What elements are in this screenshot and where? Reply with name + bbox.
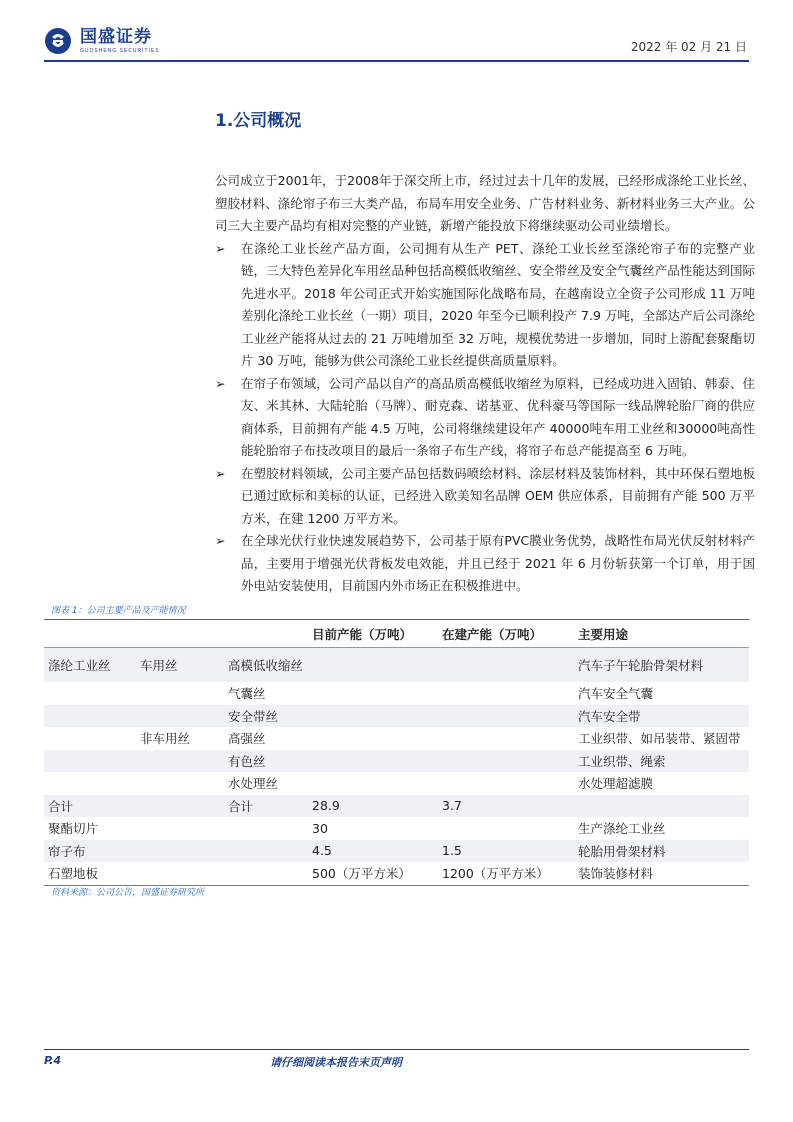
table-cell: 装饰装修材料 bbox=[574, 862, 749, 885]
table-cell: 30 bbox=[312, 820, 328, 836]
table-cell: 汽车安全气囊 bbox=[578, 686, 654, 702]
table-cell bbox=[136, 817, 224, 840]
page-number: P.4 bbox=[44, 1054, 62, 1067]
figure-divider bbox=[44, 619, 749, 620]
bullet-item bbox=[215, 463, 755, 531]
table-cell bbox=[438, 705, 574, 728]
table-cell: 水处理丝 bbox=[228, 776, 279, 792]
table-cell bbox=[136, 772, 224, 795]
bullet-item bbox=[215, 238, 755, 373]
table-row bbox=[44, 727, 749, 750]
table-cell: 500（万平方米） bbox=[308, 862, 438, 885]
table-cell: 合计 bbox=[224, 795, 308, 818]
table-row bbox=[44, 705, 749, 728]
table-cell: 工业织带、如吊装带、紧固带 bbox=[578, 731, 741, 747]
table-cell bbox=[308, 648, 438, 683]
table-cell bbox=[438, 817, 574, 840]
table-cell bbox=[224, 840, 308, 863]
table-cell bbox=[44, 772, 136, 795]
logo-english-name: GUOSHENG SECURITIES bbox=[80, 48, 160, 54]
table-cell bbox=[308, 727, 438, 750]
table-cell: 水处理超滤膜 bbox=[578, 776, 654, 792]
table-cell bbox=[308, 750, 438, 773]
table-cell bbox=[224, 862, 308, 885]
table-cell: 安全带丝 bbox=[224, 705, 308, 728]
table-row bbox=[44, 840, 749, 863]
table-cell bbox=[136, 682, 224, 705]
table-cell: 帘子布 bbox=[44, 840, 136, 863]
table-cell bbox=[438, 682, 574, 705]
guosheng-logo-icon bbox=[44, 27, 72, 55]
section-title: 1.公司概况 bbox=[215, 111, 302, 131]
table-cell bbox=[136, 795, 224, 818]
bullet-text: 在塑胶材料领域，公司主要产品包括数码喷绘材料、涂层材料及装饰材料，其中环保石塑地板已通过欧标和美标的认证，已经进入欧美知名品牌 OEM 供应体系，目前拥有产能 500 万平方米，在建 1200 万平方米。 bbox=[241, 465, 755, 526]
company-logo bbox=[44, 27, 160, 55]
table-cell: 28.9 bbox=[308, 795, 438, 818]
table-cell: 气囊丝 bbox=[228, 686, 266, 702]
table-cell bbox=[438, 750, 574, 773]
table-cell bbox=[44, 750, 136, 773]
footer-divider bbox=[44, 1049, 749, 1050]
table-cell: 汽车安全带 bbox=[574, 705, 749, 728]
table-header-cell: 在建产能（万吨） bbox=[438, 621, 574, 648]
table-row bbox=[44, 795, 749, 818]
disclaimer-note: 请仔细阅读本报告末页声明 bbox=[270, 1056, 402, 1069]
table-cell: 1.5 bbox=[438, 840, 574, 863]
table-header-cell bbox=[224, 621, 308, 648]
bullet-arrow-icon: ➢ bbox=[215, 533, 226, 548]
bullet-arrow-icon: ➢ bbox=[215, 465, 226, 481]
table-cell bbox=[136, 705, 224, 728]
table-cell bbox=[136, 862, 224, 885]
table-header-cell bbox=[136, 621, 224, 648]
table-cell: 石塑地板 bbox=[44, 862, 136, 885]
bullet-arrow-icon: ➢ bbox=[215, 240, 226, 256]
table-cell: 合计 bbox=[44, 795, 136, 818]
table-row bbox=[44, 750, 749, 773]
table-cell: 汽车子午轮胎骨架材料 bbox=[574, 648, 749, 683]
table-cell: 涤纶工业丝 bbox=[44, 648, 136, 683]
body-text bbox=[215, 170, 755, 598]
bullet-arrow-icon: ➢ bbox=[215, 375, 226, 391]
bullet-item bbox=[215, 373, 755, 463]
table-cell: 车用丝 bbox=[136, 648, 224, 683]
table-cell bbox=[308, 682, 438, 705]
bullet-text: 在全球光伏行业快速发展趋势下，公司基于原有PVC膜业务优势，战略性布局光伏反射材料产品，主要用于增强光伏背板发电效能，并且已经于 2021 年 6 月份斩获第一个订单，用于国外电站安装使用，目前国内外市场正在积极推进中。 bbox=[241, 533, 755, 593]
table-cell: 轮胎用骨架材料 bbox=[574, 840, 749, 863]
table-cell bbox=[224, 817, 308, 840]
figure-caption: 图表 1：公司主要产品及产能情况 bbox=[51, 606, 186, 616]
table-header-cell: 目前产能（万吨） bbox=[308, 621, 438, 648]
bullet-item bbox=[215, 530, 755, 598]
intro-paragraph: 公司成立于2001年，于2008年于深交所上市，经过过去十几年的发展，已经形成涤纶工业长丝、塑胶材料、涤纶帘子布三大类产品，布局车用安全业务、广告材料业务、新材料业务三大产业。公司三大主要产品均有相对完整的产业链，新增产能投放下将继续驱动公司业绩增长。 bbox=[215, 173, 755, 233]
table-cell bbox=[44, 705, 136, 728]
report-date: 2022 年 02 月 21 日 bbox=[630, 40, 747, 54]
table-cell bbox=[136, 840, 224, 863]
table-cell: 非车用丝 bbox=[140, 731, 191, 747]
table-cell bbox=[308, 772, 438, 795]
table-cell: 生产涤纶工业丝 bbox=[578, 821, 666, 837]
table-cell: 3.7 bbox=[438, 795, 574, 818]
logo-chinese-name: 国盛证券 bbox=[80, 27, 152, 47]
table-cell bbox=[438, 727, 574, 750]
table-cell bbox=[438, 648, 574, 683]
header-divider bbox=[44, 60, 749, 62]
figure-source: 资料来源：公司公告，国盛证券研究所 bbox=[51, 888, 205, 898]
table-cell: 4.5 bbox=[308, 840, 438, 863]
table-header-cell bbox=[44, 621, 136, 648]
bullet-text: 在涤纶工业长丝产品方面，公司拥有从生产 PET、涤纶工业长丝至涤纶帘子布的完整产业链，三大特色差异化车用丝品种包括高模低收缩丝、安全带丝及安全气囊丝产品性能达到国际先进水平。2018 年公司正式开始实施国际化战略布局，在越南设立全资子公司形成 11 万吨差别化涤纶工业长丝（一期）项目，2020 年至今已顺利投产 7.9 万吨，全部达产后公司涤纶工业丝产能将从过去的 21 万吨增加至 32 万吨，规模优势进一步增加，同时上游配套聚酯切片 30 万吨，能够为供公司涤纶工业长丝提供高质量原料。 bbox=[241, 240, 755, 368]
table-cell: 高模低收缩丝 bbox=[224, 648, 308, 683]
table-cell bbox=[438, 772, 574, 795]
table-row bbox=[44, 817, 749, 840]
table-cell: 聚酯切片 bbox=[48, 821, 99, 837]
table-cell: 1200（万平方米） bbox=[438, 862, 574, 885]
table-cell bbox=[574, 795, 749, 818]
table-cell bbox=[44, 727, 136, 750]
table-cell bbox=[44, 682, 136, 705]
table-header-row bbox=[44, 621, 749, 648]
table-header-cell: 主要用途 bbox=[574, 621, 749, 648]
capacity-table bbox=[44, 621, 749, 886]
table-row bbox=[44, 682, 749, 705]
table-cell bbox=[136, 750, 224, 773]
table-cell: 有色丝 bbox=[224, 750, 308, 773]
table-row bbox=[44, 862, 749, 885]
table-row bbox=[44, 648, 749, 683]
table-cell: 高强丝 bbox=[228, 731, 266, 747]
table-cell bbox=[308, 705, 438, 728]
bullet-text: 在帘子布领域，公司产品以自产的高品质高模低收缩丝为原料，已经成功进入固铂、韩泰、住友、米其林、大陆轮胎（马牌）、耐克森、诺基亚、优科豪马等国际一线品牌轮胎厂商的供应商体系，目前拥有产能 4.5 万吨，公司将继续建设年产 40000吨车用工业丝和30000吨高性能轮胎帘子布技改项目的最后一条帘子布生产线，将帘子布总产能提高至 6 万吨。 bbox=[241, 375, 755, 458]
table-row bbox=[44, 772, 749, 795]
table-cell: 工业织带、绳索 bbox=[574, 750, 749, 773]
